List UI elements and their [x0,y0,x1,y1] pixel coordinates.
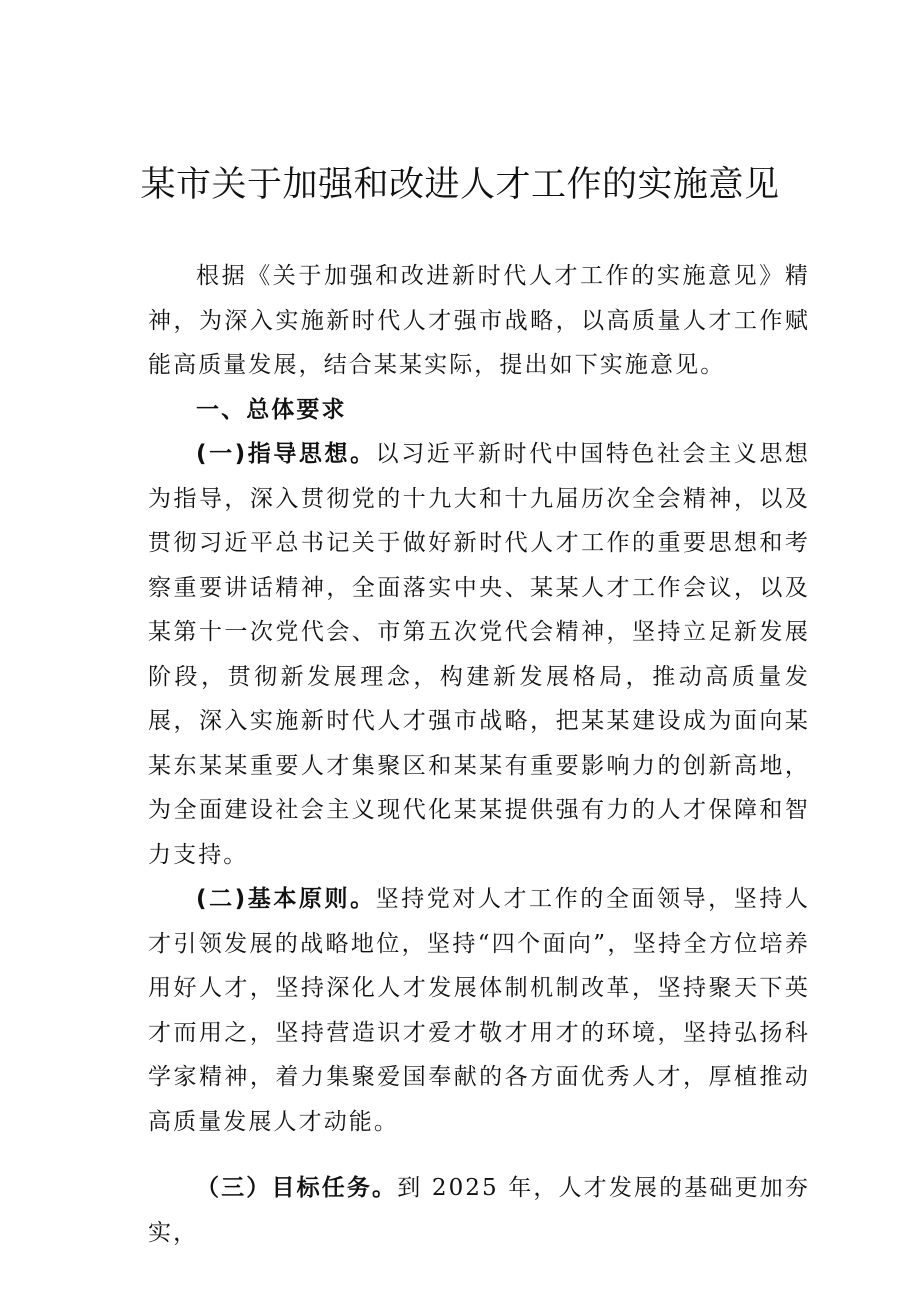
section-heading-general-requirements: 一、总体要求 [196,396,347,423]
item-text-guiding-ideology: 以习近平新时代中国特色社会主义思想为指导，深入贯彻党的十九大和十九届历次全会精神，以及贯彻习近平总书记关于做好新时代人才工作的重要思想和考察重要讲话精神，全面落实中央、某某人才工作会议，以及某第十一次党代会、市第五次党代会精神，坚持立足新发展阶段，贯彻新发展理念，构建新发展格局，推动高质量发展，深入实施新时代人才强市战略，把某某建设成为面向某某东某某重要人才集聚区和某某有重要影响力的创新高地，为全面建设社会主义现代化某某提供强有力的人才保障和智力支持。 [148,441,811,868]
item-lead-basic-principles: (二)基本原则。 [196,886,376,912]
paragraph-target-tasks [148,1166,810,1255]
document-body [148,254,810,1255]
document-title: 某市关于加强和改进人才工作的实施意见 [140,165,780,205]
item-lead-guiding-ideology: (一)指导思想。 [196,441,376,467]
intro-paragraph: 根据《关于加强和改进新时代人才工作的实施意见》精神，为深入实施新时代人才强市战略，以高质量人才工作赋能高质量发展，结合某某实际，提出如下实施意见。 [148,263,810,378]
item-lead-target-tasks: （三）目标任务。 [196,1175,398,1201]
paragraph-basic-principles [148,877,810,1144]
item-text-basic-principles: 坚持党对人才工作的全面领导，坚持人才引领发展的战略地位，坚持“四个面向”，坚持全方位培养用好人才，坚持深化人才发展体制机制改革，坚持聚天下英才而用之，坚持营造识才爱才敬才用才的环境，坚持弘扬科学家精神，着力集聚爱国奉献的各方面优秀人才，厚植推动高质量发展人才动能。 [148,886,811,1135]
item-text-target-tasks: 到 2025 年，人才发展的基础更加夯实， [148,1175,810,1246]
paragraph-guiding-ideology [148,432,810,877]
